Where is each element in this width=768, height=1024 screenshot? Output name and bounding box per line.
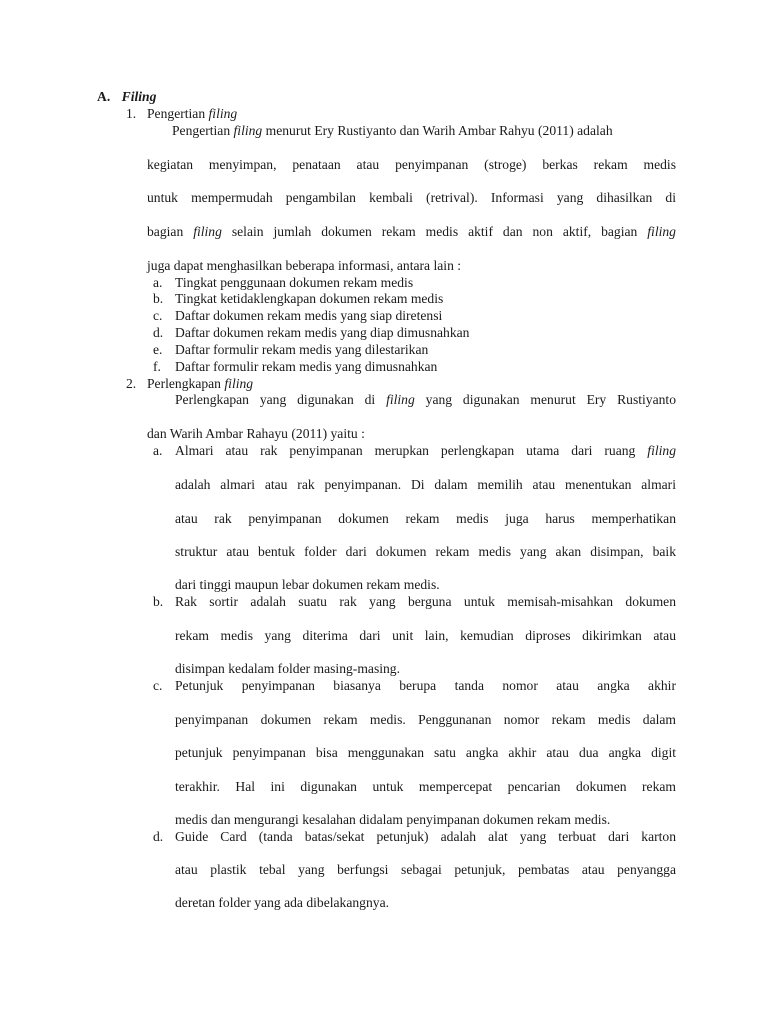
paragraph-2-line-2: dan Warih Ambar Rahayu (2011) yaitu : bbox=[147, 426, 365, 441]
equipment-item-b-line-2: rekam medis yang diterima dari unit lain, kemudian diproses dikirimkan atau bbox=[175, 628, 676, 643]
equipment-item-b-line-3: disimpan kedalam folder masing-masing. bbox=[175, 661, 401, 676]
equipment-item-d-line-2: atau plastik tebal yang berfungsi sebagai petunjuk, pembatas atau penyangga bbox=[175, 862, 676, 877]
list-item-marker: a. bbox=[153, 275, 163, 290]
heading-title: Filing bbox=[121, 89, 157, 104]
list-item: Daftar formulir rekam medis yang dimusnahkan bbox=[175, 359, 438, 374]
list-item: Daftar dokumen rekam medis yang diap dimusnahkan bbox=[175, 325, 470, 340]
equipment-item-c-line-5: medis dan mengurangi kesalahan didalam penyimpanan dokumen rekam medis. bbox=[175, 812, 611, 827]
list-item-marker: c. bbox=[153, 308, 163, 323]
equipment-item-a-line-2: adalah almari atau rak penyimpanan. Di dalam memilih atau menentukan almari bbox=[175, 477, 676, 492]
equipment-item-c-line-2: penyimpanan dokumen rekam medis. Penggunanan nomor rekam medis dalam bbox=[175, 712, 676, 727]
equipment-item-marker: b. bbox=[153, 594, 164, 609]
list-item: Tingkat penggunaan dokumen rekam medis bbox=[175, 275, 414, 290]
paragraph-1-line-5: juga dapat menghasilkan beberapa informasi, antara lain : bbox=[147, 258, 462, 273]
list-item: Daftar formulir rekam medis yang dilestarikan bbox=[175, 342, 429, 357]
list-item-marker: d. bbox=[153, 325, 164, 340]
subsection-1-number: 1. bbox=[126, 106, 137, 121]
equipment-item-d-line-1: Guide Card (tanda batas/sekat petunjuk) adalah alat yang terbuat dari karton bbox=[175, 829, 676, 844]
list-item-marker: e. bbox=[153, 342, 163, 357]
equipment-item-c-line-3: petunjuk penyimpanan bisa menggunakan satu angka akhir atau dua angka digit bbox=[175, 745, 676, 760]
paragraph-1-line-4: bagian filing selain jumlah dokumen rekam medis aktif dan non aktif, bagian filing bbox=[147, 224, 676, 239]
equipment-item-a-line-3: atau rak penyimpanan dokumen rekam medis juga harus memperhatikan bbox=[175, 511, 676, 526]
equipment-item-marker: a. bbox=[153, 443, 163, 458]
subsection-2-title: Perlengkapan filing bbox=[147, 376, 254, 391]
heading-letter: A. bbox=[97, 89, 111, 104]
equipment-item-marker: d. bbox=[153, 829, 164, 844]
equipment-item-c-line-4: terakhir. Hal ini digunakan untuk mempercepat pencarian dokumen rekam bbox=[175, 779, 676, 794]
equipment-item-c-line-1: Petunjuk penyimpanan biasanya berupa tanda nomor atau angka akhir bbox=[175, 678, 676, 693]
paragraph-2-line-1: Perlengkapan yang digunakan di filing yang digunakan menurut Ery Rustiyanto bbox=[175, 392, 676, 407]
equipment-item-a-line-1: Almari atau rak penyimpanan merupkan perlengkapan utama dari ruang filing bbox=[175, 443, 676, 458]
list-item-marker: f. bbox=[153, 359, 161, 374]
paragraph-1-line-2: kegiatan menyimpan, penataan atau penyimpanan (stroge) berkas rekam medis bbox=[147, 157, 676, 172]
subsection-2-number: 2. bbox=[126, 376, 137, 391]
equipment-item-a-line-4: struktur atau bentuk folder dari dokumen rekam medis yang akan disimpan, baik bbox=[175, 544, 676, 559]
list-item: Daftar dokumen rekam medis yang siap diretensi bbox=[175, 308, 443, 323]
subsection-1-title: Pengertian filing bbox=[147, 106, 238, 121]
list-item-marker: b. bbox=[153, 291, 164, 306]
list-item: Tingkat ketidaklengkapan dokumen rekam medis bbox=[175, 291, 444, 306]
equipment-item-a-line-5: dari tinggi maupun lebar dokumen rekam medis. bbox=[175, 577, 440, 592]
paragraph-1-line-3: untuk mempermudah pengambilan kembali (retrival). Informasi yang dihasilkan di bbox=[147, 190, 676, 205]
paragraph-1-line-1: Pengertian filing menurut Ery Rustiyanto dan Warih Ambar Rahyu (2011) adalah bbox=[172, 123, 613, 138]
equipment-item-marker: c. bbox=[153, 678, 163, 693]
equipment-item-d-line-3: deretan folder yang ada dibelakangnya. bbox=[175, 895, 390, 910]
section-heading bbox=[97, 88, 156, 105]
equipment-item-b-line-1: Rak sortir adalah suatu rak yang berguna untuk memisah-misahkan dokumen bbox=[175, 594, 676, 609]
